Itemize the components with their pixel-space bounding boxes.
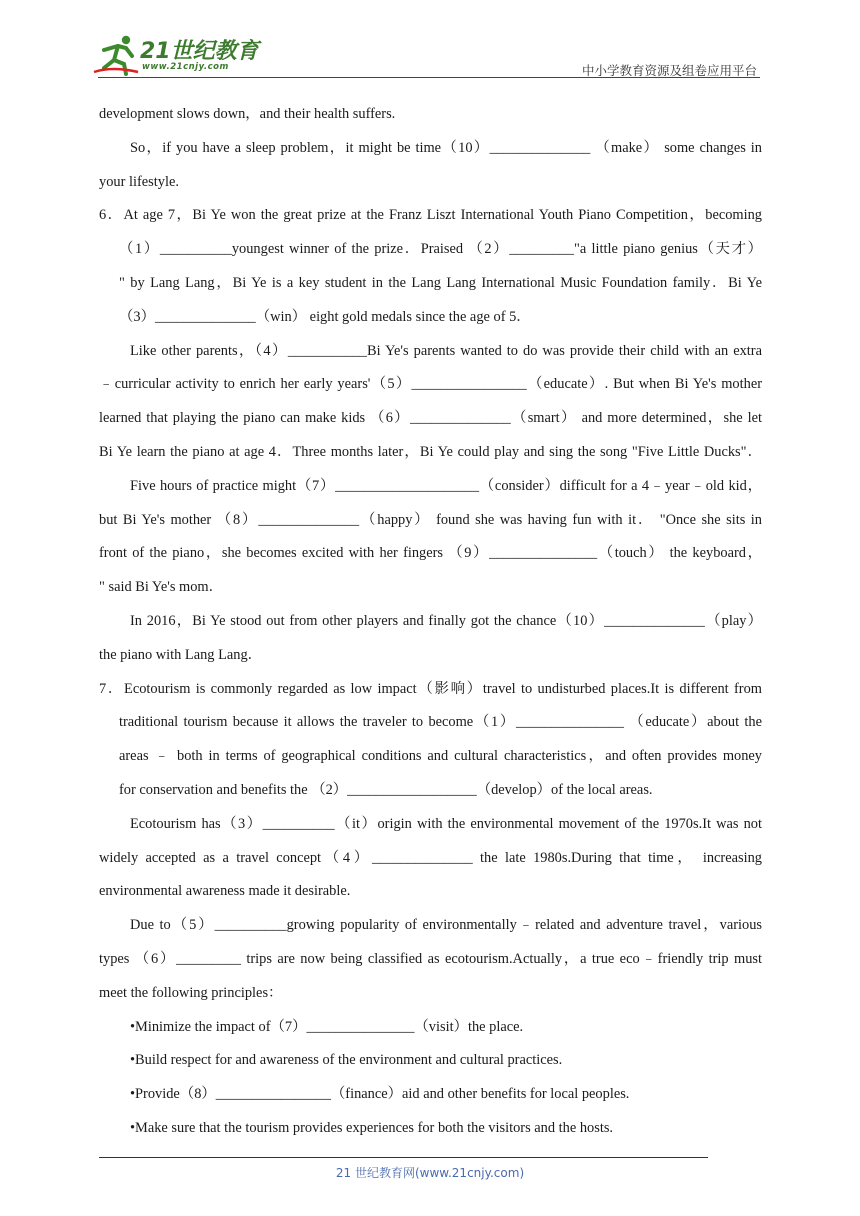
text-line: In 2016，Bi Ye stood out from other players and finally got the chance（10）______________（play）	[130, 612, 762, 629]
page-header	[0, 0, 860, 80]
bullet-item: •Provide（8）________________（finance）aid and other benefits for local peoples.	[130, 1086, 630, 1103]
text-line: but Bi Ye's mother （8）______________（happy） found she was having fun with it． "Once she sits in	[99, 511, 762, 528]
text-line: learned that playing the piano can make kids （6）______________（smart） and more determined，she let	[99, 410, 762, 427]
text-line: environmental awareness made it desirable.	[99, 883, 351, 900]
text-line: Like other parents，（4）___________Bi Ye's parents wanted to do was provide their child with an extra	[130, 342, 762, 359]
text-line: " said Bi Ye's mom．	[99, 579, 224, 596]
question-7-start: 7．Ecotourism is commonly regarded as low impact（影响）travel to undisturbed places.It is different from	[99, 680, 762, 697]
text-line: Five hours of practice might（7）____________________（consider）difficult for a 4﹣year﹣old kid，	[130, 477, 762, 494]
text-line: widely accepted as a travel concept（4）______________ the late 1980s.During that time， increasing	[99, 849, 762, 866]
text-line: areas ﹣ both in terms of geographical conditions and cultural characteristics，and often provides money	[119, 748, 762, 765]
logo-text: 21世纪教育	[140, 39, 259, 64]
text-line: Ecotourism has（3）__________（it）origin with the environmental movement of the 1970s.It was not	[130, 815, 762, 832]
page-footer: 21 世纪教育网(www.21cnjy.com)	[335, 1166, 525, 1180]
text-line: Bi Ye learn the piano at age 4．Three months later，Bi Ye could play and sing the song "Five Little Ducks"．	[99, 443, 762, 460]
site-logo	[92, 34, 262, 78]
text-line: （1）__________youngest winner of the prize．Praised （2）_________"a little piano genius（天才）	[119, 241, 762, 258]
text-line: meet the following principles：	[99, 984, 283, 1001]
text-line: development slows down，and their health suffers.	[99, 106, 396, 122]
text-line: your lifestyle.	[99, 173, 179, 190]
header-divider	[98, 77, 760, 78]
text-line: types （6）_________ trips are now being classified as ecotourism.Actually，a true eco﹣friendly trip must	[99, 950, 762, 967]
text-line: front of the piano，she becomes excited with her fingers （9）_______________（touch） the keyboard，	[99, 545, 762, 562]
logo-url: www.21cnjy.com	[142, 62, 229, 72]
platform-title: 中小学教育资源及组卷应用平台	[581, 63, 757, 78]
text-line: for conservation and benefits the （2）__________________（develop）of the local areas.	[119, 781, 653, 798]
text-line: （3）______________（win） eight gold medals since the age of 5．	[119, 308, 531, 325]
text-line: " by Lang Lang，Bi Ye is a key student in the Lang Lang International Music Foundation family．Bi Ye	[119, 274, 762, 291]
question-6-start: 6．At age 7，Bi Ye won the great prize at the Franz Liszt International Youth Piano Competition，becoming	[99, 207, 762, 224]
document-body	[99, 98, 762, 1146]
bullet-item: •Minimize the impact of（7）_______________（visit）the place.	[130, 1018, 524, 1035]
text-line: ﹣curricular activity to enrich her early years'（5）________________（educate）. But when Bi Ye's mother	[99, 376, 762, 393]
text-line: the piano with Lang Lang．	[99, 646, 263, 663]
footer-divider	[99, 1157, 708, 1158]
text-line: traditional tourism because it allows the traveler to become（1）_______________ （educate）about the	[119, 714, 762, 731]
runner-logo-icon	[92, 34, 142, 78]
bullet-item: •Make sure that the tourism provides experiences for both the visitors and the hosts.	[130, 1119, 614, 1136]
text-line: So，if you have a sleep problem，it might be time（10）______________ （make） some changes in	[130, 139, 762, 156]
bullet-item: •Build respect for and awareness of the environment and cultural practices.	[130, 1052, 563, 1069]
text-line: Due to（5）__________growing popularity of environmentally﹣related and adventure travel，various	[130, 917, 762, 934]
